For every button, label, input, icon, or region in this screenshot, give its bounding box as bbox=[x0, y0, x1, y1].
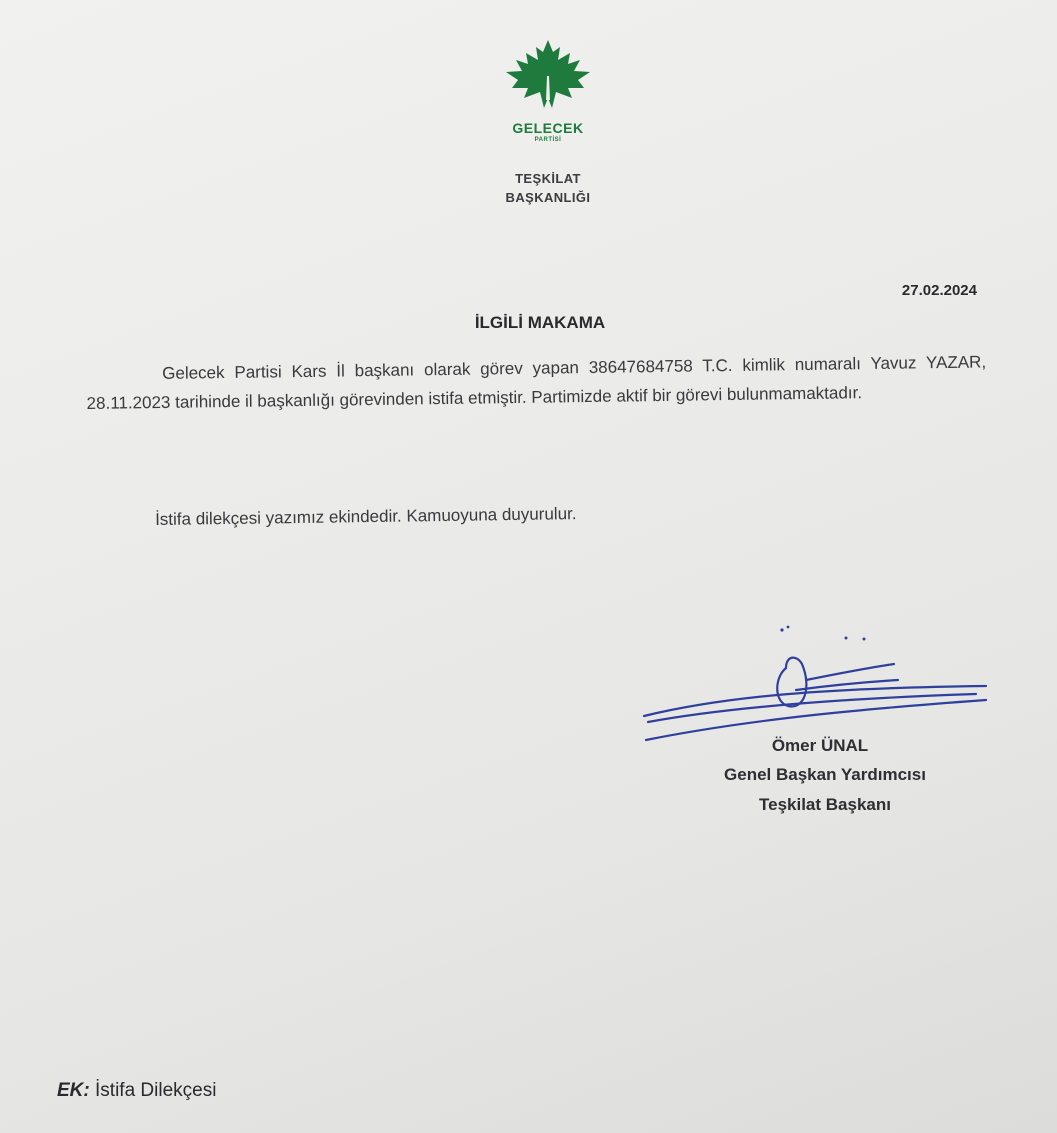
department-line-1: TEŞKİLAT bbox=[515, 171, 581, 186]
attachment-label: EK: bbox=[57, 1080, 90, 1101]
handwritten-signature bbox=[636, 618, 996, 748]
department-name bbox=[430, 169, 666, 207]
maple-leaf-icon bbox=[498, 38, 598, 112]
signatory-name: Ömer ÜNAL bbox=[771, 736, 869, 755]
signatory-title-1: Genel Başkan Yardımcısı bbox=[724, 765, 926, 784]
letter-heading: İLGİLİ MAKAMA bbox=[474, 313, 606, 332]
brand-name: GELECEK bbox=[512, 120, 584, 136]
letter-paragraph-1: Gelecek Partisi Kars İl başkanı olarak görev yapan 38647684758 T.C. kimlik numaralı Yavuz YAZAR, 28.11.2023 tarihinde il başkanlığı görevinden istifa etmiştir. Partimizde aktif bir görevi bulunmamaktadır. bbox=[86, 352, 987, 413]
attachment-note bbox=[57, 1080, 216, 1102]
attachment-text: İstifa Dilekçesi bbox=[95, 1080, 217, 1101]
department-line-2: BAŞKANLIĞI bbox=[505, 190, 591, 205]
signatory-title-2: Teşkilat Başkanı bbox=[759, 795, 891, 814]
brand-subtitle: PARTİSİ bbox=[534, 137, 562, 143]
letter-paragraph-2: İstifa dilekçesi yazımız ekindedir. Kamuoyuna duyurulur. bbox=[155, 504, 577, 529]
letter-date: 27.02.2024 bbox=[901, 282, 977, 299]
